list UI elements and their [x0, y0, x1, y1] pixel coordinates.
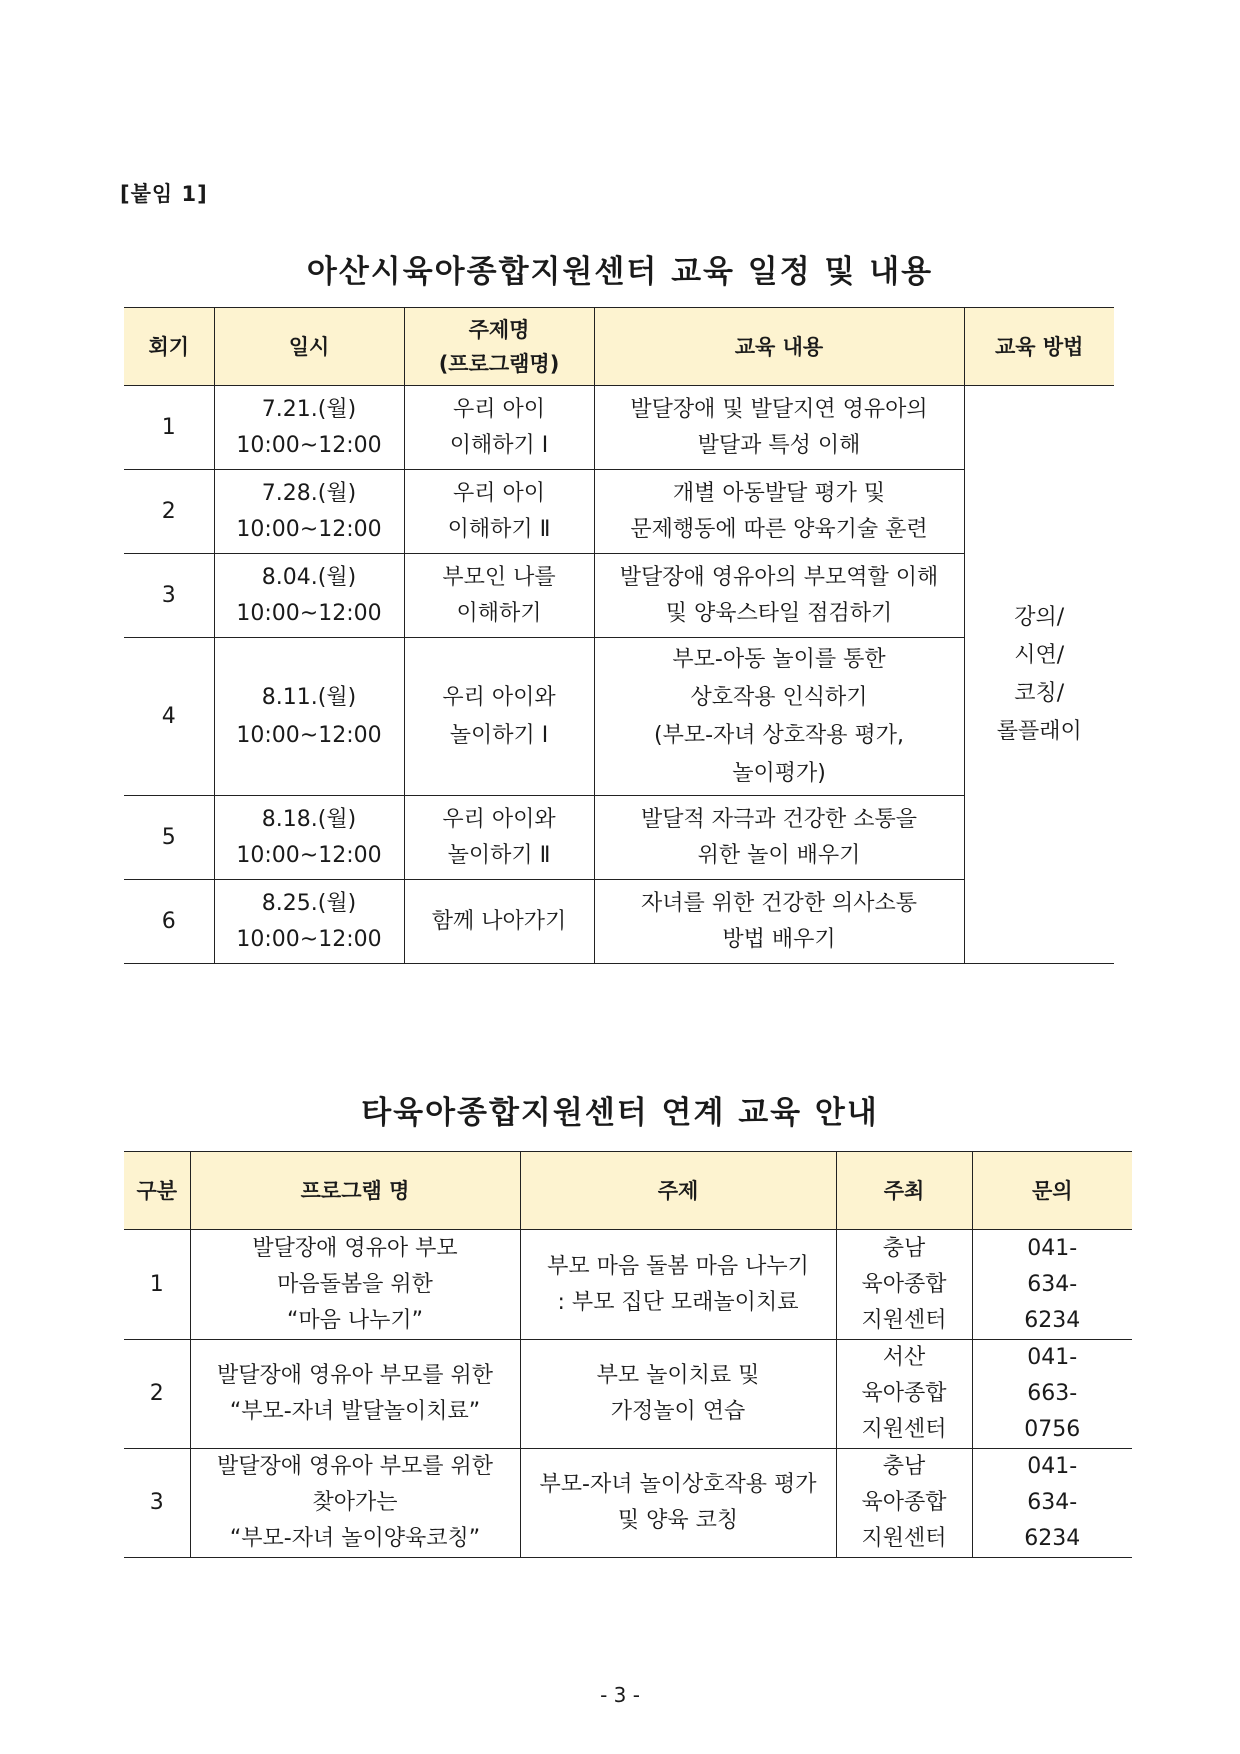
session-content: [594, 880, 964, 964]
program-line: “마음 나누기”: [286, 1307, 424, 1333]
category-number: 1: [124, 1230, 190, 1340]
contact-line: 6234: [1024, 1526, 1081, 1551]
session-date: 8.11.(월): [261, 684, 357, 710]
session-number: 1: [124, 386, 214, 470]
topic-line: 우리 아이와: [442, 806, 556, 832]
header-content: 교육 내용: [594, 308, 964, 386]
program-topic: [520, 1230, 836, 1340]
content-line: 방법 배우기: [722, 926, 836, 952]
education-schedule-table: [124, 307, 1114, 964]
session-topic: [404, 796, 594, 880]
session-time: 10:00~12:00: [236, 516, 382, 542]
topic-line: 및 양육 코칭: [617, 1508, 739, 1533]
contact-line: 041-: [1027, 1454, 1078, 1479]
session-date: 8.18.(월): [261, 806, 357, 832]
topic-line: 이해하기: [456, 600, 542, 626]
session-number: 4: [124, 638, 214, 796]
session-datetime: [214, 880, 404, 964]
content-line: 문제행동에 따른 양육기술 훈련: [630, 516, 928, 542]
session-content: [594, 796, 964, 880]
host-line: 지원센터: [861, 1526, 947, 1551]
topic-line: 놀이하기 Ⅱ: [447, 842, 551, 868]
topic-line: 이해하기 Ⅰ: [449, 432, 549, 458]
session-topic: [404, 554, 594, 638]
content-line: 놀이평가): [732, 760, 826, 786]
topic-line: 부모인 나를: [442, 564, 556, 590]
topic-line: 부모 마음 돌봄 마음 나누기: [547, 1253, 809, 1279]
host-line: 충남: [882, 1235, 926, 1261]
page-number: - 3 -: [600, 1683, 640, 1707]
content-line: 발달장애 영유아의 부모역할 이해: [619, 564, 939, 590]
session-time: 10:00~12:00: [236, 722, 382, 748]
table-header-row: [124, 1152, 1132, 1230]
topic-line: 놀이하기 Ⅰ: [449, 722, 549, 748]
session-content: [594, 386, 964, 470]
session-time: 10:00~12:00: [236, 842, 382, 868]
session-date: 8.04.(월): [261, 564, 357, 590]
host-line: 지원센터: [861, 1307, 947, 1333]
session-content: [594, 554, 964, 638]
topic-line: : 부모 집단 모래놀이치료: [557, 1289, 799, 1315]
session-topic: 함께 나아가기: [404, 880, 594, 964]
program-line: 마음돌봄을 위한: [277, 1271, 433, 1297]
host-line: 지원센터: [861, 1417, 947, 1442]
contact-line: 6234: [1024, 1307, 1081, 1333]
session-date: 8.25.(월): [261, 890, 357, 916]
topic-line: 이해하기 Ⅱ: [447, 516, 551, 542]
content-line: 부모-아동 놀이를 통한: [672, 646, 886, 672]
linked-education-table: [124, 1151, 1132, 1558]
program-topic: [520, 1340, 836, 1449]
session-datetime: [214, 470, 404, 554]
header-datetime: 일시: [214, 308, 404, 386]
contact-line: 041-: [1027, 1235, 1078, 1261]
table-header-row: [124, 308, 1114, 386]
session-number: 5: [124, 796, 214, 880]
session-topic: [404, 638, 594, 796]
session-date: 7.28.(월): [261, 480, 357, 506]
session-datetime: [214, 386, 404, 470]
host-line: 육아종합: [861, 1271, 947, 1297]
program-line: “부모-자녀 놀이양육코칭”: [229, 1526, 481, 1551]
table-row: [124, 1230, 1132, 1340]
method-line: 롤플래이: [996, 718, 1082, 744]
method-line: 강의/: [1014, 604, 1065, 630]
header-method: 교육 방법: [964, 308, 1114, 386]
host-line: 육아종합: [861, 1490, 947, 1515]
category-number: 2: [124, 1340, 190, 1449]
program-name: [190, 1340, 520, 1449]
contact-line: 634-: [1027, 1271, 1078, 1297]
contact-line: 634-: [1027, 1490, 1078, 1515]
content-line: 및 양육스타일 점검하기: [665, 600, 893, 626]
header-host: 주최: [836, 1152, 972, 1230]
table-row: [124, 1449, 1132, 1558]
contact-line: 0756: [1024, 1417, 1081, 1442]
session-time: 10:00~12:00: [236, 432, 382, 458]
attachment-label: [붙임 1]: [120, 182, 208, 206]
content-line: (부모-자녀 상호작용 평가,: [653, 722, 905, 748]
program-host: [836, 1230, 972, 1340]
program-contact: [972, 1230, 1132, 1340]
topic-line: 가정놀이 연습: [610, 1399, 746, 1424]
table1-title: 아산시육아종합지원센터 교육 일정 및 내용: [306, 254, 934, 290]
program-contact: [972, 1449, 1132, 1558]
header-topic: 주제: [520, 1152, 836, 1230]
method-line: 코칭/: [1014, 680, 1065, 706]
header-program: 프로그램 명: [190, 1152, 520, 1230]
content-line: 상호작용 인식하기: [690, 684, 868, 710]
topic-line: 우리 아이: [452, 396, 545, 422]
session-number: 6: [124, 880, 214, 964]
program-name: [190, 1449, 520, 1558]
session-content: [594, 470, 964, 554]
program-line: “부모-자녀 발달놀이치료”: [229, 1399, 481, 1424]
header-topic-line2: (프로그램명): [438, 351, 560, 376]
program-line: 발달장애 영유아 부모: [252, 1235, 458, 1261]
content-line: 발달장애 및 발달지연 영유아의: [630, 396, 928, 422]
header-contact: 문의: [972, 1152, 1132, 1230]
program-line: 찾아가는: [312, 1490, 398, 1515]
content-line: 발달과 특성 이해: [697, 432, 861, 458]
content-line: 위한 놀이 배우기: [697, 842, 861, 868]
table-row: [124, 386, 1114, 470]
topic-line: 우리 아이: [452, 480, 545, 506]
program-line: 발달장애 영유아 부모를 위한: [216, 1363, 493, 1388]
program-host: [836, 1449, 972, 1558]
method-line: 시연/: [1014, 642, 1065, 668]
session-time: 10:00~12:00: [236, 926, 382, 952]
header-session: 회기: [124, 308, 214, 386]
program-host: [836, 1340, 972, 1449]
header-topic-line1: 주제명: [468, 317, 530, 342]
topic-line: 부모-자녀 놀이상호작용 평가: [539, 1472, 817, 1497]
session-datetime: [214, 796, 404, 880]
program-name: [190, 1230, 520, 1340]
session-topic: [404, 470, 594, 554]
program-contact: [972, 1340, 1132, 1449]
contact-line: 663-: [1027, 1381, 1078, 1406]
program-topic: [520, 1449, 836, 1558]
session-topic: [404, 386, 594, 470]
content-line: 개별 아동발달 평가 및: [672, 480, 886, 506]
education-method: [964, 386, 1114, 964]
table-row: [124, 1340, 1132, 1449]
table2-title: 타육아종합지원센터 연계 교육 안내: [361, 1095, 879, 1131]
session-datetime: [214, 554, 404, 638]
host-line: 충남: [882, 1454, 926, 1479]
host-line: 육아종합: [861, 1381, 947, 1406]
session-number: 2: [124, 470, 214, 554]
header-category: 구분: [124, 1152, 190, 1230]
session-content: [594, 638, 964, 796]
host-line: 서산: [882, 1345, 926, 1370]
contact-line: 041-: [1027, 1345, 1078, 1370]
topic-line: 부모 놀이치료 및: [596, 1363, 760, 1388]
topic-line: 우리 아이와: [442, 684, 556, 710]
content-line: 발달적 자극과 건강한 소통을: [640, 806, 917, 832]
header-topic: [404, 308, 594, 386]
session-datetime: [214, 638, 404, 796]
content-line: 자녀를 위한 건강한 의사소통: [640, 890, 917, 916]
session-number: 3: [124, 554, 214, 638]
program-line: 발달장애 영유아 부모를 위한: [216, 1454, 493, 1479]
session-time: 10:00~12:00: [236, 600, 382, 626]
session-date: 7.21.(월): [261, 396, 357, 422]
category-number: 3: [124, 1449, 190, 1558]
